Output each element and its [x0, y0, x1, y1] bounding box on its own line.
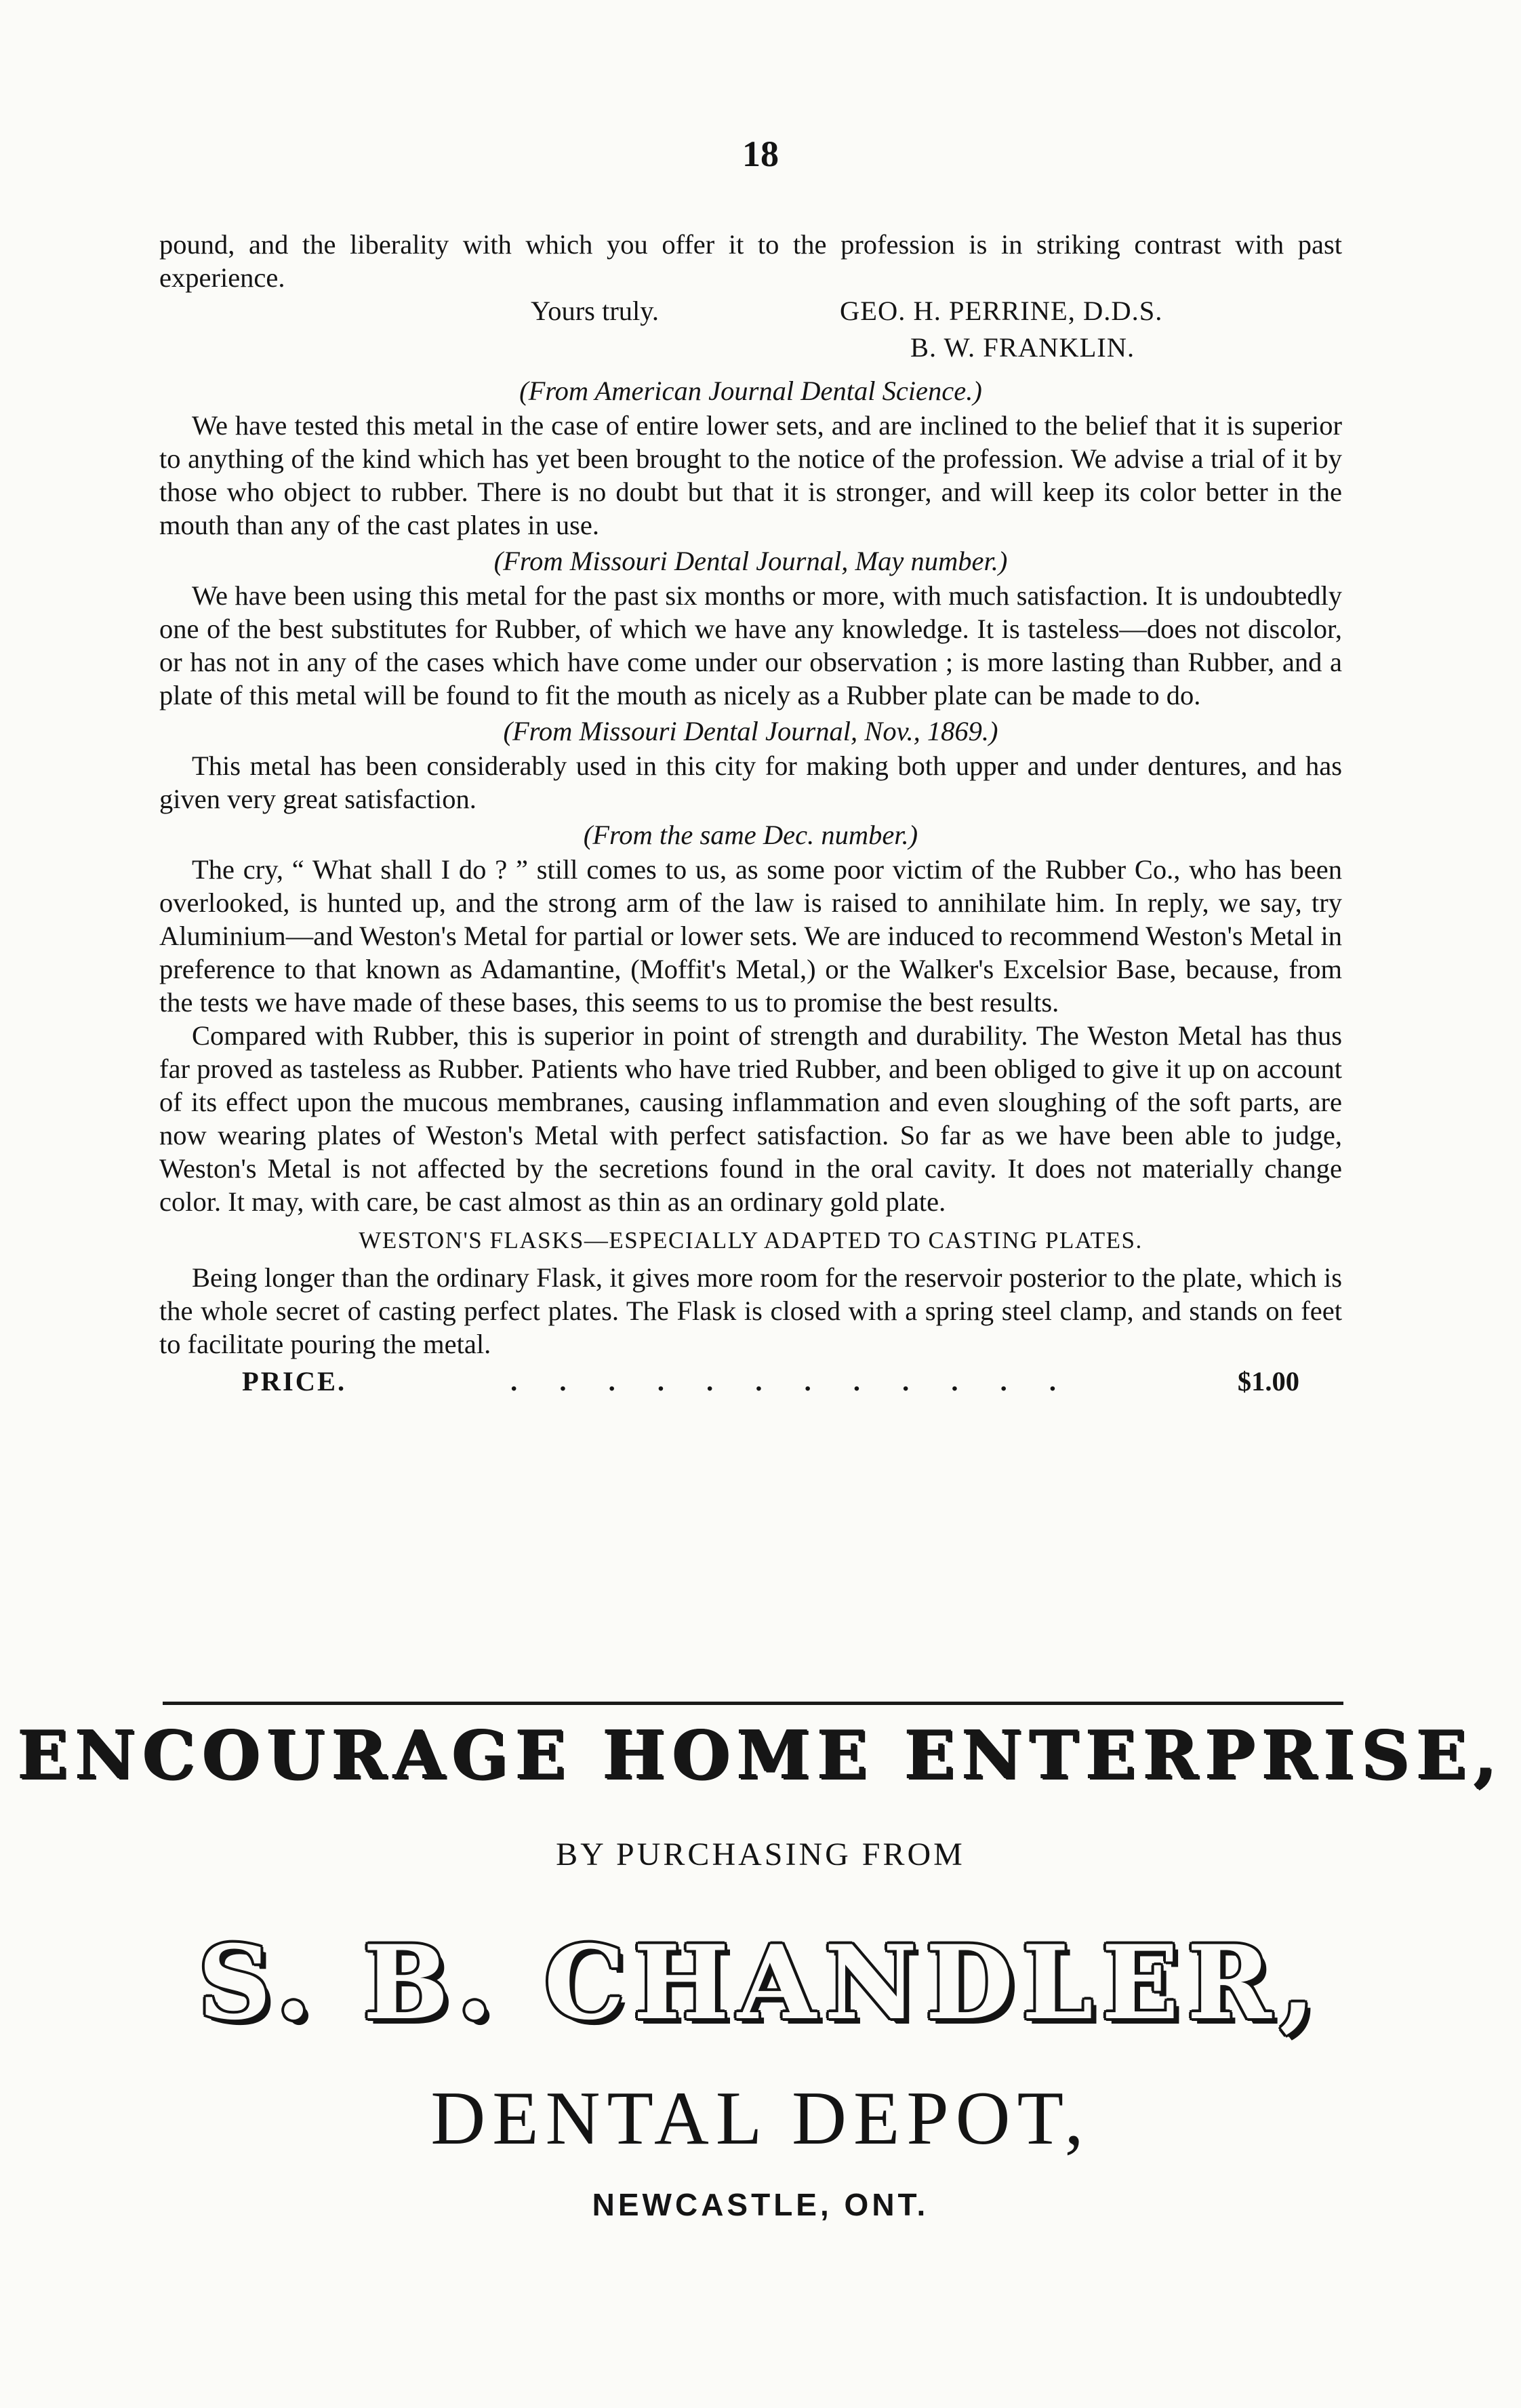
article-body — [159, 228, 1342, 1398]
price-value: $1.00 — [1237, 1366, 1299, 1397]
testimonial-paragraph: Compared with Rubber, this is superior in point of strength and durability. The Weston Metal has thus far proved as tasteless as Rubber. Patients who have tried Rubber, and been obliged to give it up on account of its effect upon the mucous membranes, causing inflammation and even sloughing of the soft parts, are now wearing plates of Weston's Metal with perfect satisfaction. So far as we have been able to judge, Weston's Metal is not affected by the secretions found in the oral cavity. It does not materially change color. It may, with care, be cast almost as thin as an ordinary gold plate. — [159, 1020, 1342, 1217]
page-number: 18 — [742, 134, 779, 174]
horizontal-divider — [163, 1702, 1343, 1705]
ad-headline: ENCOURAGE HOME ENTERPRISE, — [17, 1717, 1504, 1794]
flask-description: Being longer than the ordinary Flask, it gives more room for the reservoir posterior to the plate, which is the whole secret of casting perfect plates. The Flask is closed with a spring steel clamp, and stands on feet to facilitate pouring the metal. — [159, 1262, 1342, 1359]
signature-block — [159, 294, 1342, 372]
price-line — [242, 1365, 1299, 1398]
testimonial-paragraph: We have tested this metal in the case of entire lower sets, and are inclined to the belief that it is superior to anything of the kind which has yet been brought to the notice of the profession. We advise a trial of it by those who object to rubber. There is no doubt but that it is stronger, and will keep its color better in the mouth than any of the cast plates in use. — [159, 410, 1342, 540]
testimonial-paragraph: The cry, “ What shall I do ? ” still comes to us, as some poor victim of the Rubber Co., who has been overlooked, is hunted up, and the strong arm of the law is raised to annihilate him. In reply, we say, try Aluminium—and Weston's Metal for partial or lower sets. We are induced to recommend Weston's Metal in preference to that known as Adamantine, (Moffit's Metal,) or the Walker's Excelsior Base, because, from the tests we have made of these bases, this seems to us to promise the best results. — [159, 854, 1342, 1018]
price-label: PRICE. — [242, 1366, 347, 1397]
testimonial-paragraph: We have been using this metal for the past six months or more, with much satisfaction. It is undoubtedly one of the best substitutes for Rubber, of which we have any knowledge. It is tasteless—does not discolor, or has not in any of the cases which have come under our observation ; is more lasting than Rubber, and a plate of this metal will be found to fit the mouth as nicely as a Rubber plate can be made to do. — [159, 580, 1342, 710]
section-heading: WESTON'S FLASKS—ESPECIALLY ADAPTED TO CASTING PLATES. — [359, 1227, 1143, 1253]
merchant-name: S. B. CHANDLER, — [197, 1923, 1323, 2043]
signatory-franklin: B. W. FRANKLIN. — [910, 332, 1135, 363]
business-type: DENTAL DEPOT, — [430, 2076, 1091, 2161]
source-citation: (From American Journal Dental Science.) — [519, 376, 982, 406]
ad-subline: BY PURCHASING FROM — [556, 1837, 965, 1872]
source-citation: (From Missouri Dental Journal, Nov., 1869.) — [503, 716, 998, 746]
closing-salutation: Yours truly. — [531, 296, 660, 326]
price-leader-dots: . . . . . . . . . . . . — [510, 1366, 1074, 1397]
testimonial-paragraph: This metal has been considerably used in this city for making both upper and under dentures, and has given very great satisfaction. — [159, 750, 1342, 814]
signatory-perrine: GEO. H. PERRINE, D.D.S. — [840, 296, 1163, 326]
business-location: NEWCASTLE, ONT. — [592, 2187, 929, 2222]
source-citation: (From Missouri Dental Journal, May number.) — [493, 546, 1008, 576]
source-citation: (From the same Dec. number.) — [583, 820, 918, 850]
letter-closing-paragraph: pound, and the liberality with which you offer it to the profession is in striking contrast with past experience. — [159, 229, 1342, 293]
